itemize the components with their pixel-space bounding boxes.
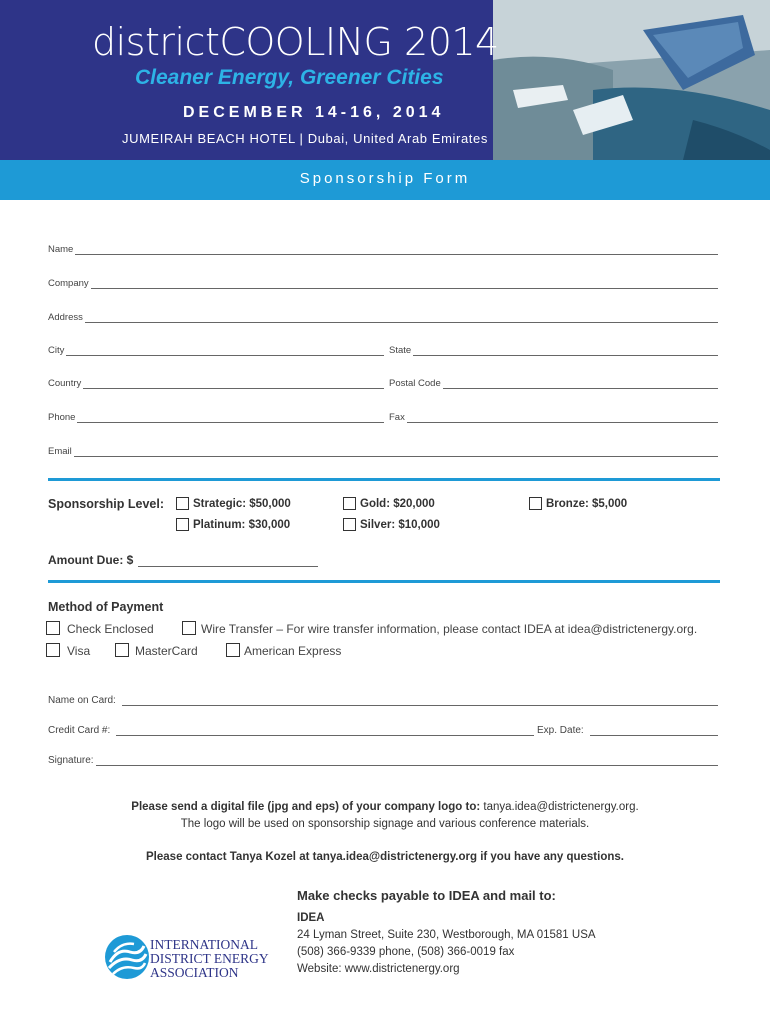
name-label: Name <box>48 244 74 255</box>
sponsorship-level-label: Sponsorship Level: <box>48 497 164 511</box>
signature-field[interactable] <box>48 755 718 766</box>
logo-request-note <box>0 801 770 813</box>
payment-method-title: Method of Payment <box>48 600 164 614</box>
address-line[interactable] <box>85 321 718 323</box>
company-line[interactable] <box>91 287 718 289</box>
signature-label: Signature: <box>48 755 94 766</box>
gold-option: Gold: $20,000 <box>360 498 435 510</box>
name-on-card-label: Name on Card: <box>48 695 116 706</box>
email-line[interactable] <box>74 455 718 457</box>
strategic-checkbox[interactable] <box>176 497 189 510</box>
exp-date-line[interactable] <box>590 734 718 736</box>
state-field[interactable] <box>389 345 718 356</box>
postal-code-label: Postal Code <box>389 378 441 389</box>
phone-line[interactable] <box>77 421 384 423</box>
event-venue: JUMEIRAH BEACH HOTEL | Dubai, United Arab Emirates <box>122 131 488 146</box>
company-label: Company <box>48 278 89 289</box>
header-band <box>0 0 770 160</box>
platinum-checkbox[interactable] <box>176 518 189 531</box>
section-divider <box>48 478 720 481</box>
event-title: districtCOOLING 2014 <box>92 20 499 64</box>
mastercard-label: MasterCard <box>135 644 198 658</box>
logo-use-note: The logo will be used on sponsorship signage and various conference materials. <box>180 818 590 830</box>
mail-phone: (508) 366-9339 phone, (508) 366-0019 fax <box>297 946 515 958</box>
exp-date-label: Exp. Date: <box>537 725 584 736</box>
logo-request-email[interactable]: tanya.idea@districtenergy.org. <box>483 801 639 813</box>
name-line[interactable] <box>75 253 718 255</box>
postal-code-field[interactable] <box>389 378 718 389</box>
event-dates: DECEMBER 14-16, 2014 <box>183 104 445 121</box>
card-number-label: Credit Card #: <box>48 725 111 736</box>
wire-transfer-checkbox[interactable] <box>182 621 196 635</box>
silver-option: Silver: $10,000 <box>360 519 440 531</box>
amount-due-field[interactable] <box>48 553 318 567</box>
address-field[interactable] <box>48 312 718 323</box>
address-label: Address <box>48 312 83 323</box>
hotel-photo-illustration <box>493 0 770 160</box>
signature-line[interactable] <box>96 764 718 766</box>
mail-heading: Make checks payable to IDEA and mail to: <box>297 888 556 903</box>
logo-line-2: DISTRICT ENERGY <box>150 951 269 966</box>
amount-due-label: Amount Due: $ <box>48 553 134 567</box>
form-title: Sponsorship Form <box>299 170 471 187</box>
contact-note: Please contact Tanya Kozel at tanya.idea@districtenergy.org if you have any questions. <box>146 851 624 863</box>
logo-line-3: ASSOCIATION <box>150 965 239 980</box>
email-field[interactable] <box>48 446 718 457</box>
strategic-option: Strategic: $50,000 <box>193 498 291 510</box>
city-line[interactable] <box>66 354 384 356</box>
country-field[interactable] <box>48 378 384 389</box>
phone-label: Phone <box>48 412 76 423</box>
mastercard-checkbox[interactable] <box>115 643 129 657</box>
company-field[interactable] <box>48 278 718 289</box>
fax-label: Fax <box>389 412 405 423</box>
logo-line-1: INTERNATIONAL <box>150 937 258 952</box>
card-number-field[interactable] <box>48 725 534 736</box>
phone-field[interactable] <box>48 412 384 423</box>
idea-logo-icon <box>104 934 150 980</box>
form-banner <box>0 160 770 200</box>
postal-code-line[interactable] <box>443 387 718 389</box>
mail-website[interactable]: Website: www.districtenergy.org <box>297 963 460 975</box>
country-label: Country <box>48 378 82 389</box>
city-label: City <box>48 345 65 356</box>
amount-due-line[interactable] <box>138 565 318 567</box>
check-enclosed-label: Check Enclosed <box>67 622 154 636</box>
visa-label: Visa <box>67 644 91 658</box>
section-divider-2 <box>48 580 720 583</box>
check-enclosed-checkbox[interactable] <box>46 621 60 635</box>
event-tagline: Cleaner Energy, Greener Cities <box>135 66 444 89</box>
gold-checkbox[interactable] <box>343 497 356 510</box>
fax-line[interactable] <box>407 421 718 423</box>
idea-logo-text <box>150 938 269 980</box>
platinum-option: Platinum: $30,000 <box>193 519 291 531</box>
name-on-card-field[interactable] <box>48 695 718 706</box>
bronze-option: Bronze: $5,000 <box>546 498 628 510</box>
mail-street: 24 Lyman Street, Suite 230, Westborough, MA 01581 USA <box>297 929 596 941</box>
city-field[interactable] <box>48 345 384 356</box>
logo-request-bold: Please send a digital file (jpg and eps) of your company logo to: <box>131 801 481 813</box>
state-label: State <box>389 345 412 356</box>
card-number-line[interactable] <box>116 734 534 736</box>
exp-date-field[interactable] <box>537 725 718 736</box>
name-field[interactable] <box>48 244 718 255</box>
hotel-photo <box>493 0 770 160</box>
bronze-checkbox[interactable] <box>529 497 542 510</box>
visa-checkbox[interactable] <box>46 643 60 657</box>
amex-checkbox[interactable] <box>226 643 240 657</box>
email-label: Email <box>48 446 72 457</box>
wire-transfer-label: Wire Transfer – For wire transfer information, please contact IDEA at idea@districtenergy.org. <box>201 622 698 636</box>
country-line[interactable] <box>83 387 384 389</box>
amex-label: American Express <box>244 644 342 658</box>
mail-org: IDEA <box>297 912 325 924</box>
fax-field[interactable] <box>389 412 718 423</box>
name-on-card-line[interactable] <box>122 704 718 706</box>
state-line[interactable] <box>413 354 718 356</box>
silver-checkbox[interactable] <box>343 518 356 531</box>
